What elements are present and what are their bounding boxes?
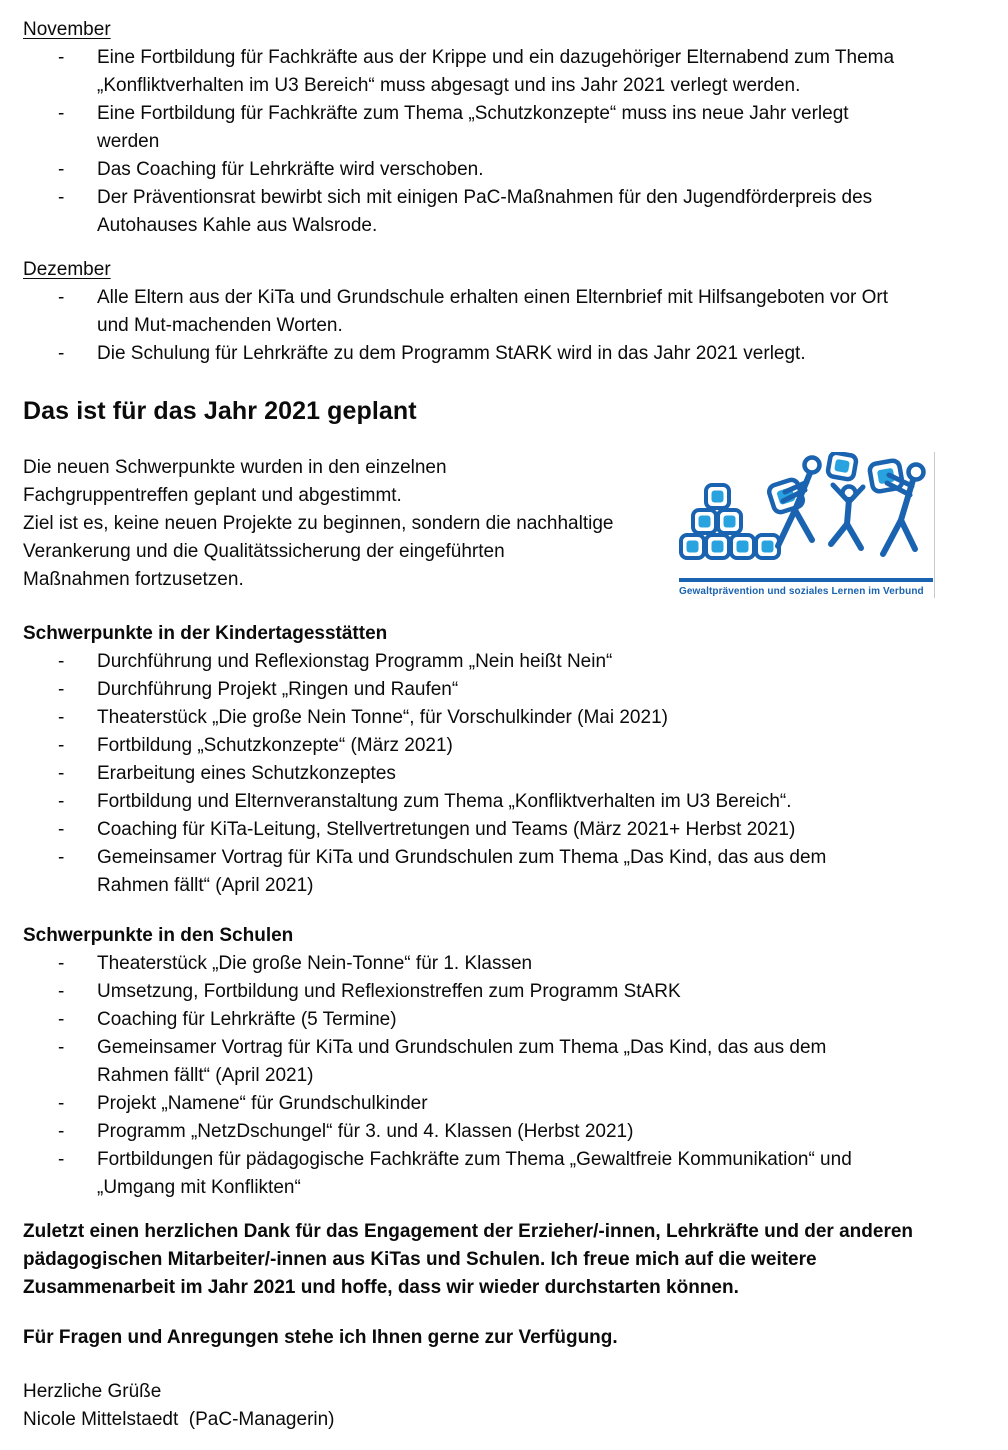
- intro-line: Ziel ist es, keine neuen Projekte zu beginnen, sondern die nachhaltige: [23, 513, 614, 534]
- list-item-text: Fortbildung „Schutzkonzepte“ (März 2021): [97, 735, 453, 756]
- bullet-dash: -: [58, 953, 65, 974]
- list-item: [23, 156, 935, 184]
- list-item: [23, 100, 935, 156]
- november-list: [23, 44, 935, 240]
- bullet-dash: -: [58, 981, 65, 1002]
- plan-intro-row: [23, 454, 935, 598]
- list-item-text: Fortbildung und Elternveranstaltung zum Thema „Konfliktverhalten im U3 Bereich“.: [97, 791, 792, 812]
- pac-logo: [679, 452, 935, 598]
- bullet-dash: -: [58, 103, 65, 124]
- bullet-dash: -: [58, 159, 65, 180]
- list-item: [23, 950, 935, 978]
- list-item: [23, 284, 935, 340]
- signature-name: Nicole Mittelstaedt (PaC-Managerin): [23, 1409, 335, 1430]
- list-item: [23, 816, 935, 844]
- bullet-dash: -: [58, 343, 65, 364]
- stick-figure-carrying-icon: [767, 458, 819, 547]
- list-item-text: Gemeinsamer Vortrag für KiTa und Grundschulen zum Thema „Das Kind, das aus dem Rahmen fällt“ (April 2021): [97, 847, 827, 896]
- intro-line: Maßnahmen fortzusetzen.: [23, 569, 244, 590]
- list-item-text: Eine Fortbildung für Fachkräfte zum Thema „Schutzkonzepte“ muss ins neue Jahr verlegt werden: [97, 103, 849, 152]
- kita-list: [23, 648, 935, 900]
- logo-divider-rule: [679, 578, 933, 582]
- list-item: [23, 788, 935, 816]
- list-item: [23, 1146, 935, 1202]
- bullet-dash: -: [58, 735, 65, 756]
- bullet-dash: -: [58, 1037, 65, 1058]
- list-item-text: Durchführung und Reflexionstag Programm „Nein heißt Nein“: [97, 651, 613, 672]
- bullet-dash: -: [58, 847, 65, 868]
- bullet-dash: -: [58, 651, 65, 672]
- bullet-dash: -: [58, 679, 65, 700]
- list-item: [23, 340, 935, 368]
- section-title-plan-2021: Das ist für das Jahr 2021 geplant: [23, 397, 417, 425]
- intro-line: Die neuen Schwerpunkte wurden in den einzelnen: [23, 457, 447, 478]
- list-item-text: Alle Eltern aus der KiTa und Grundschule erhalten einen Elternbrief mit Hilfsangeboten vor Ort und Mut-machenden Worten.: [97, 287, 889, 336]
- bullet-dash: -: [58, 1149, 65, 1170]
- list-item-text: Die Schulung für Lehrkräfte zu dem Programm StARK wird in das Jahr 2021 verlegt.: [97, 343, 806, 364]
- plan-intro-paragraph: [23, 454, 678, 594]
- list-item-text: Projekt „Namene“ für Grundschulkinder: [97, 1093, 428, 1114]
- list-item-text: Coaching für KiTa-Leitung, Stellvertretungen und Teams (März 2021+ Herbst 2021): [97, 819, 796, 840]
- bullet-dash: -: [58, 1009, 65, 1030]
- list-item: [23, 44, 935, 100]
- list-item: [23, 1006, 935, 1034]
- list-item: [23, 676, 935, 704]
- closing-greeting: Herzliche Grüße: [23, 1381, 162, 1402]
- list-item-text: Theaterstück „Die große Nein-Tonne“ für 1. Klassen: [97, 953, 533, 974]
- stick-figure-jumping-icon: [827, 452, 863, 548]
- bullet-dash: -: [58, 763, 65, 784]
- subsection-title-schulen: Schwerpunkte in den Schulen: [23, 925, 294, 946]
- list-item: [23, 184, 935, 240]
- list-item-text: Umsetzung, Fortbildung und Reflexionstreffen zum Programm StARK: [97, 981, 681, 1002]
- bullet-dash: -: [58, 791, 65, 812]
- list-item: [23, 1118, 935, 1146]
- subsection-title-kita: Schwerpunkte in der Kindertagesstätten: [23, 623, 388, 644]
- list-item: [23, 1034, 935, 1090]
- blocks-pyramid-icon: [681, 485, 779, 558]
- list-item-text: Eine Fortbildung für Fachkräfte aus der Krippe und ein dazugehöriger Elternabend zum Thema „Konfliktverhalten im U3 Bereich“ muss abgesagt und ins Jahr 2021 verlegt werden.: [97, 47, 895, 96]
- list-item-text: Theaterstück „Die große Nein Tonne“, für Vorschulkinder (Mai 2021): [97, 707, 668, 728]
- closing-contact-line: Für Fragen und Anregungen stehe ich Ihnen gerne zur Verfügung.: [23, 1327, 618, 1348]
- pac-logo-graphic: [679, 452, 931, 565]
- list-item-text: Das Coaching für Lehrkräfte wird verschoben.: [97, 159, 484, 180]
- list-item: [23, 844, 935, 900]
- list-item-text: Coaching für Lehrkräfte (5 Termine): [97, 1009, 397, 1030]
- logo-caption: Gewaltprävention und soziales Lernen im Verbund: [679, 586, 924, 597]
- list-item-text: Programm „NetzDschungel“ für 3. und 4. Klassen (Herbst 2021): [97, 1121, 634, 1142]
- dezember-list: [23, 284, 935, 368]
- stick-figure-holding-icon: [869, 460, 924, 554]
- bullet-dash: -: [58, 1093, 65, 1114]
- bullet-dash: -: [58, 47, 65, 68]
- closing-thanks-paragraph: Zuletzt einen herzlichen Dank für das Engagement der Erzieher/-innen, Lehrkräfte und der anderen pädagogischen Mitarbeiter/-innen aus KiTas und Schulen. Ich freue mich auf die weitere Zusammenarbeit im Jahr 2021 und hoffe, dass wir wieder durchstarten können.: [23, 1221, 914, 1298]
- list-item: [23, 760, 935, 788]
- list-item: [23, 704, 935, 732]
- list-item-text: Gemeinsamer Vortrag für KiTa und Grundschulen zum Thema „Das Kind, das aus dem Rahmen fällt“ (April 2021): [97, 1037, 827, 1086]
- bullet-dash: -: [58, 187, 65, 208]
- list-item-text: Erarbeitung eines Schutzkonzeptes: [97, 763, 396, 784]
- list-item: [23, 648, 935, 676]
- bullet-dash: -: [58, 1121, 65, 1142]
- intro-line: Verankerung und die Qualitätssicherung der eingeführten: [23, 541, 505, 562]
- list-item: [23, 1090, 935, 1118]
- month-heading-dezember: Dezember: [23, 259, 111, 280]
- intro-line: Fachgruppentreffen geplant und abgestimmt.: [23, 485, 402, 506]
- schulen-list: [23, 950, 935, 1202]
- month-heading-november: November: [23, 19, 111, 40]
- bullet-dash: -: [58, 287, 65, 308]
- list-item: [23, 978, 935, 1006]
- list-item-text: Fortbildungen für pädagogische Fachkräfte zum Thema „Gewaltfreie Kommunikation“ und „Umgang mit Konflikten“: [97, 1149, 852, 1198]
- list-item: [23, 732, 935, 760]
- bullet-dash: -: [58, 707, 65, 728]
- list-item-text: Durchführung Projekt „Ringen und Raufen“: [97, 679, 459, 700]
- bullet-dash: -: [58, 819, 65, 840]
- list-item-text: Der Präventionsrat bewirbt sich mit einigen PaC-Maßnahmen für den Jugendförderpreis des Autohauses Kahle aus Walsrode.: [97, 187, 873, 236]
